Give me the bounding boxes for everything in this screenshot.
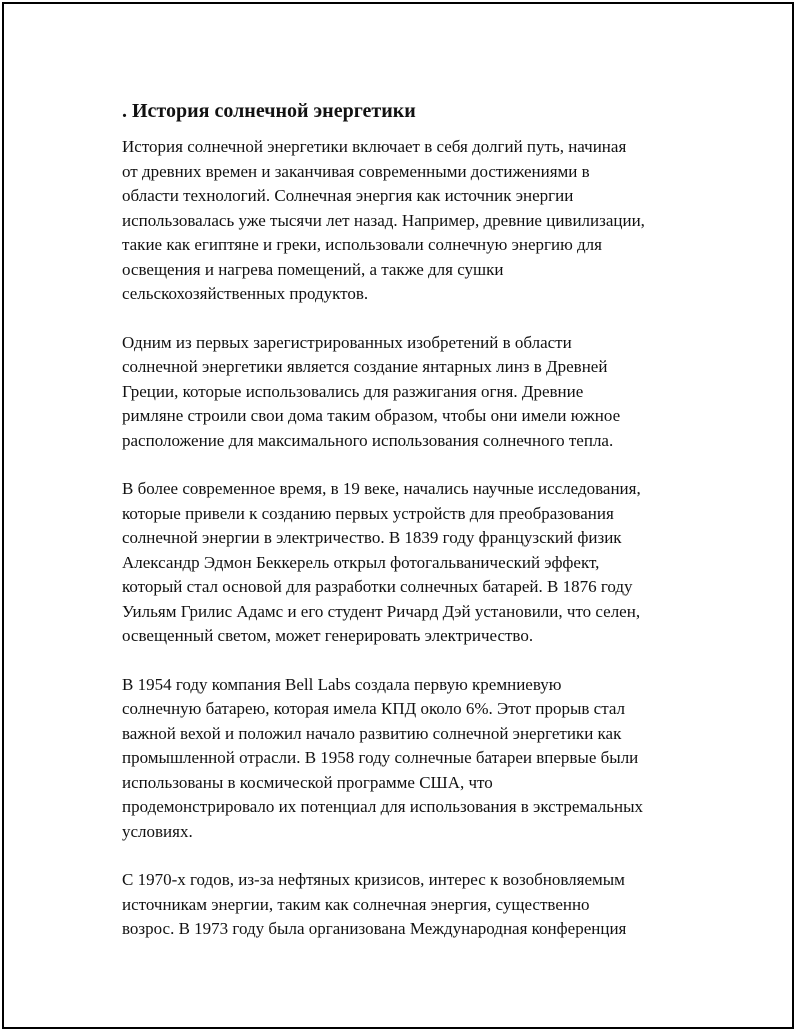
text-line: История солнечной энергетики включает в себя долгий путь, начиная [122,137,627,156]
text-line: возрос. В 1973 году была организована Международная конференция [122,919,627,938]
text-line: промышленной отрасли. В 1958 году солнечные батареи впервые были [122,748,639,767]
section-heading: . История солнечной энергетики [122,100,416,122]
text-line: Александр Эдмон Беккерель открыл фотогальванический эффект, [122,552,600,572]
text-line: которые привели к созданию первых устройств для преобразования [122,503,614,523]
text-line: Одним из первых зарегистрированных изобретений в области [122,332,572,352]
text-line: Уильям Грилис Адамс и его студент Ричард Дэй установили, что селен, [122,601,641,621]
text-line: который стал основой для разработки солнечных батарей. В 1876 году [122,577,633,596]
text-line: использованы в космической программе США, что [122,772,493,792]
page-frame [2,2,794,1029]
text-line: солнечной энергетики является создание янтарных линз в Древней [122,357,608,376]
text-line: сельскохозяйственных продуктов. [122,284,369,303]
paragraph-5 [122,868,702,942]
text-line: освещенный светом, может генерировать электричество. [122,626,534,645]
text-line: условиях. [122,821,193,841]
text-line: С 1970-х годов, из-за нефтяных кризисов, интерес к возобновляемым [122,870,625,889]
paragraph-2 [122,331,702,454]
text-line: источникам энергии, таким как солнечная энергия, существенно [122,894,590,914]
text-line: такие как египтяне и греки, использовали солнечную энергию для [122,235,602,254]
text-line: освещения и нагрева помещений, а также для сушки [122,259,504,279]
text-line: В более современное время, в 19 веке, начались научные исследования, [122,479,641,498]
text-line: Греции, которые использовались для разжигания огня. Древние [122,381,584,401]
text-line: области технологий. Солнечная энергия как источник энергии [122,186,574,205]
text-line: В 1954 году компания Bell Labs создала первую кремниевую [122,674,562,694]
document-content [122,97,702,966]
paragraph-1 [122,135,702,307]
text-line: солнечной энергии в электричество. В 1839 году французский физик [122,528,622,547]
text-line: важной вехой и положил начало развитию солнечной энергетики как [122,723,622,743]
text-line: расположение для максимального использования солнечного тепла. [122,430,614,450]
text-line: от древних времен и заканчивая современными достижениями в [122,161,590,181]
text-line: солнечную батарею, которая имела КПД около 6%. Этот прорыв стал [122,699,626,718]
text-line: использовалась уже тысячи лет назад. Например, древние цивилизации, [122,210,645,230]
text-line: продемонстрировало их потенциал для использования в экстремальных [122,797,643,816]
paragraph-4 [122,673,702,845]
paragraph-3 [122,477,702,649]
text-line: римляне строили свои дома таким образом, чтобы они имели южное [122,406,621,425]
